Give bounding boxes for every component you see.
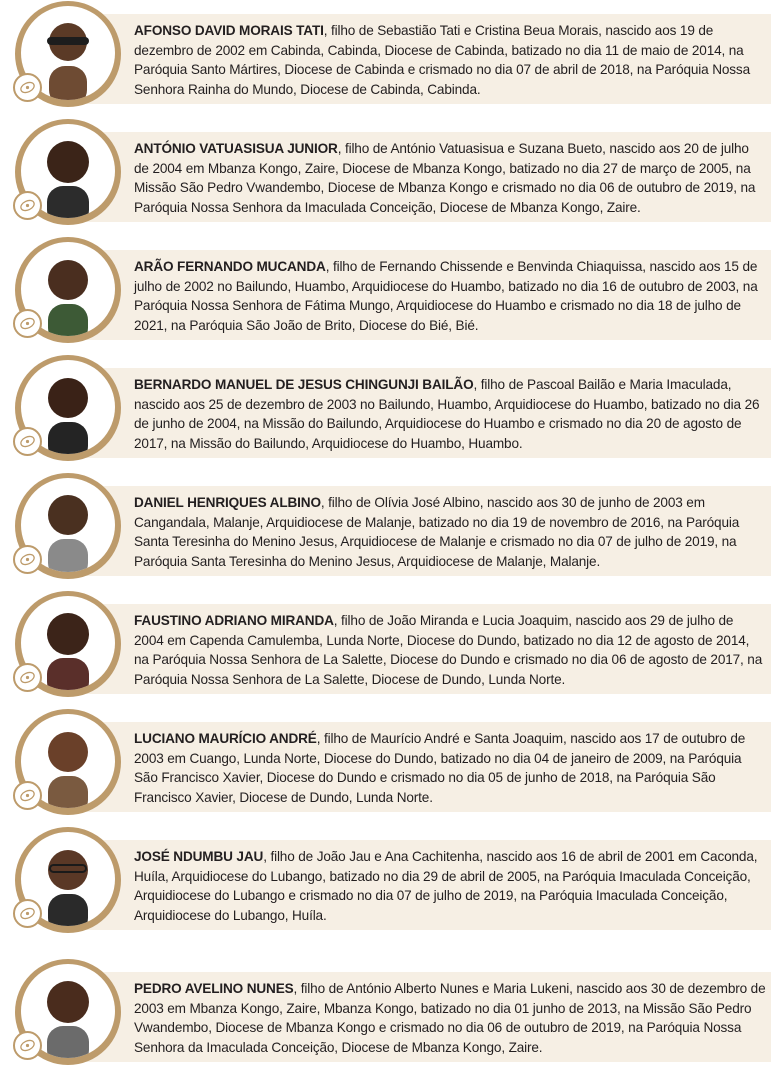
biography-entry	[0, 708, 774, 828]
biography-details: , filho de Olívia José Albino, nascido aos 30 de junho de 2003 em Cangandala, Malanje, Arquidiocese de Malanje, batizado no dia 19 de novembro de 2016, na Paróquia Santa Teresinha do Menino Jesus, Arquidiocese de Malanje e crismado no dia 07 de julho de 2019, na Paróquia Santa Teresinha do Menino Jesus, Arquidiocese de Malanje, Malanje.	[134, 495, 740, 569]
biography-text	[134, 375, 766, 453]
person-name: DANIEL HENRIQUES ALBINO	[134, 495, 321, 510]
biography-text	[134, 21, 766, 99]
seal-icon	[13, 545, 42, 574]
biography-details: , filho de João Jau e Ana Cachitenha, nascido aos 16 de abril de 2001 em Caconda, Huíla, Arquidiocese do Lubango, batizado no dia 29 de abril de 2005, na Paróquia Imaculada Conceição, Arquidiocese do Lubango e crismado no dia 07 de julho de 2019, na Paróquia Imaculada Conceição, Arquidiocese do Lubango, Huíla.	[134, 849, 758, 923]
person-name: ARÃO FERNANDO MUCANDA	[134, 259, 326, 274]
biography-text	[134, 611, 766, 689]
biography-details: , filho de Maurício André e Santa Joaquim, nascido aos 17 de outubro de 2003 em Cuango, Lunda Norte, Diocese do Dundo, batizado no dia 04 de janeiro de 2009, na Paróquia São Francisco Xavier, Diocese do Dundo e crismado no dia 05 de junho de 2018, na Paróquia São Francisco Xavier, Diocese de Dundo, Lunda Norte.	[134, 731, 746, 805]
biography-entry	[0, 236, 774, 356]
biography-entry	[0, 958, 774, 1078]
biography-text	[134, 847, 766, 925]
biography-text	[134, 139, 766, 217]
biography-details: , filho de António Alberto Nunes e Maria Lukeni, nascido aos 30 de dezembro de 2003 em Mbanza Kongo, Zaire, Mbanza Kongo, batizado no dia 01 junho de 2013, na Missão São Pedro Vwandembo, Diocese de Mbanza Kongo e crismado no dia 06 de outubro de 2019, na Paróquia Nossa Senhora da Imaculada Conceição, Diocese de Mbanza Kongo, Zaire.	[134, 981, 766, 1055]
seal-icon	[13, 899, 42, 928]
seal-icon	[13, 1031, 42, 1060]
seal-icon	[13, 73, 42, 102]
biography-entry	[0, 0, 774, 120]
person-name: PEDRO AVELINO NUNES	[134, 981, 294, 996]
biography-entry	[0, 826, 774, 946]
biography-details: , filho de Sebastião Tati e Cristina Beua Morais, nascido aos 19 de dezembro de 2002 em Cabinda, Cabinda, Diocese de Cabinda, batizado no dia 11 de maio de 2014, na Paróquia Santo Mártires, Diocese de Cabinda e crismado no dia 07 de abril de 2018, na Paróquia Nossa Senhora Rainha do Mundo, Diocese de Cabinda, Cabinda.	[134, 23, 750, 97]
person-name: LUCIANO MAURÍCIO ANDRÉ	[134, 731, 317, 746]
biography-entry	[0, 118, 774, 238]
biography-text	[134, 493, 766, 571]
person-name: JOSÉ NDUMBU JAU	[134, 849, 264, 864]
person-name: BERNARDO MANUEL DE JESUS CHINGUNJI BAILÃO	[134, 377, 474, 392]
person-name: FAUSTINO ADRIANO MIRANDA	[134, 613, 334, 628]
biography-text	[134, 257, 766, 335]
seal-icon	[13, 663, 42, 692]
biography-details: , filho de António Vatuasisua e Suzana Bueto, nascido aos 20 de julho de 2004 em Mbanza Kongo, Zaire, Diocese de Mbanza Kongo, batizado no dia 27 de março de 2005, na Missão São Pedro Vwandembo, Diocese de Mbanza Kongo e crismado no dia 06 de outubro de 2019, na Paróquia Nossa Senhora da Imaculada Conceição, Diocese de Mbanza Kongo, Zaire.	[134, 141, 756, 215]
seal-icon	[13, 309, 42, 338]
biography-entry	[0, 590, 774, 710]
person-name: AFONSO DAVID MORAIS TATI	[134, 23, 324, 38]
biography-text	[134, 729, 766, 807]
biography-details: , filho de Pascoal Bailão e Maria Imaculada, nascido aos 25 de dezembro de 2003 no Bailundo, Huambo, Arquidiocese do Huambo, batizado no dia 26 de junho de 2004, na Missão do Bailundo, Arquidiocese do Huambo e crismado no dia 20 de agosto de 2017, na Missão do Bailundo, Arquidiocese do Huambo, Huambo.	[134, 377, 760, 451]
biography-text	[134, 979, 766, 1057]
seal-icon	[13, 781, 42, 810]
biography-entry	[0, 472, 774, 592]
biography-entry	[0, 354, 774, 474]
person-name: ANTÓNIO VATUASISUA JUNIOR	[134, 141, 338, 156]
biography-details: , filho de Fernando Chissende e Benvinda Chiaquissa, nascido aos 15 de julho de 2002 no Bailundo, Huambo, Arquidiocese do Huambo, batizado no dia 16 de outubro de 2003, na Paróquia Nossa Senhora de Fátima Mungo, Arquidiocese do Huambo e crismado no dia 18 de julho de 2021, na Paróquia São João de Brito, Diocese do Bié, Bié.	[134, 259, 758, 333]
seal-icon	[13, 427, 42, 456]
seal-icon	[13, 191, 42, 220]
biography-details: , filho de João Miranda e Lucia Joaquim, nascido aos 29 de julho de 2004 em Capenda Camulemba, Lunda Norte, Diocese do Dundo, batizado no dia 12 de agosto de 2014, na Paróquia Nossa Senhora de La Salette, Diocese do Dundo e crismado no dia 06 de agosto de 2017, na Paróquia Nossa Senhora de La Salette, Diocese de Dundo, Lunda Norte.	[134, 613, 763, 687]
